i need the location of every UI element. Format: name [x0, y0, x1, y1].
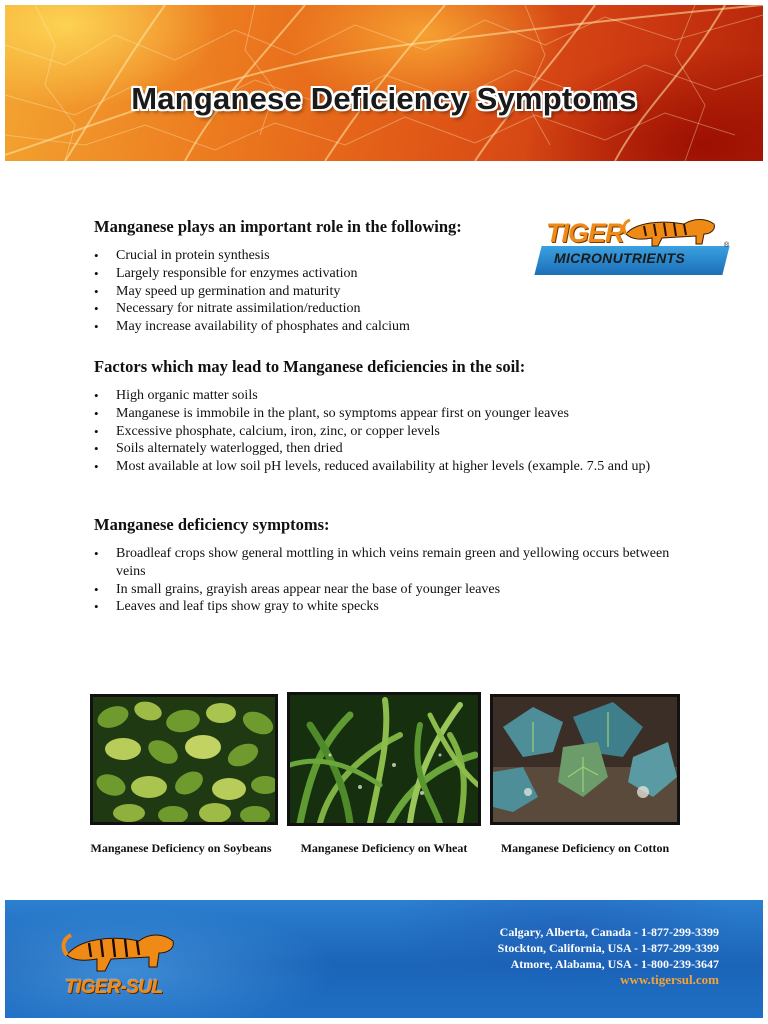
wheat-photo	[287, 692, 481, 826]
tiger-sul-logo	[61, 925, 191, 1005]
footer-brand-text: TIGER-SUL	[65, 977, 163, 998]
section-heading: Factors which may lead to Manganese deficiencies in the soil:	[94, 357, 526, 376]
list-item: • Necessary for nitrate assimilation/reduction	[94, 300, 684, 318]
bullet-list	[94, 387, 684, 476]
cotton-photo	[490, 694, 680, 825]
tiger-icon	[61, 925, 181, 981]
list-item: • Soils alternately waterlogged, then dried	[94, 440, 684, 458]
list-item: • Largely responsible for enzymes activation	[94, 265, 684, 283]
list-item: • Excessive phosphate, calcium, iron, zinc, or copper levels	[94, 423, 684, 441]
section-role	[94, 216, 684, 336]
header-banner	[5, 5, 763, 161]
footer-banner	[5, 900, 763, 1018]
list-item: • High organic matter soils	[94, 387, 684, 405]
photo-caption: Manganese Deficiency on Soybeans	[90, 841, 272, 855]
list-item: • Most available at low soil pH levels, reduced availability at higher levels (example. 7.5 and up)	[94, 458, 684, 476]
section-factors	[94, 356, 684, 476]
section-heading: Manganese plays an important role in the following:	[94, 217, 462, 236]
location-atmore: Atmore, Alabama, USA - 1-800-239-3647	[510, 957, 719, 971]
logo-brand-text: TIGER	[546, 218, 624, 248]
photo-caption: Manganese Deficiency on Cotton	[500, 841, 670, 855]
list-item: • May speed up germination and maturity	[94, 283, 684, 301]
logo-tagline: MICRONUTRIENTS	[554, 250, 685, 266]
soybean-photo	[90, 694, 278, 825]
list-item: • Broadleaf crops show general mottling in which veins remain green and yellowing occurs between veins	[94, 545, 684, 581]
list-item: • Leaves and leaf tips show gray to white specks	[94, 598, 684, 616]
registered-mark: ®	[724, 242, 730, 249]
section-symptoms	[94, 514, 684, 616]
contact-block	[498, 924, 719, 988]
list-item: • Crucial in protein synthesis	[94, 247, 684, 265]
section-heading: Manganese deficiency symptoms:	[94, 515, 330, 534]
list-item: • Manganese is immobile in the plant, so symptoms appear first on younger leaves	[94, 405, 684, 423]
bullet-list	[94, 545, 684, 616]
page-title: Manganese Deficiency Symptoms	[131, 81, 637, 116]
location-calgary: Calgary, Alberta, Canada - 1-877-299-3399	[499, 925, 719, 939]
website-link[interactable]: www.tigersul.com	[620, 972, 719, 987]
photo-caption: Manganese Deficiency on Wheat	[300, 841, 468, 855]
location-stockton: Stockton, California, USA - 1-877-299-3399	[497, 941, 719, 955]
list-item: • May increase availability of phosphates and calcium	[94, 318, 684, 336]
list-item: • In small grains, grayish areas appear near the base of younger leaves	[94, 581, 684, 599]
bullet-list	[94, 247, 684, 336]
